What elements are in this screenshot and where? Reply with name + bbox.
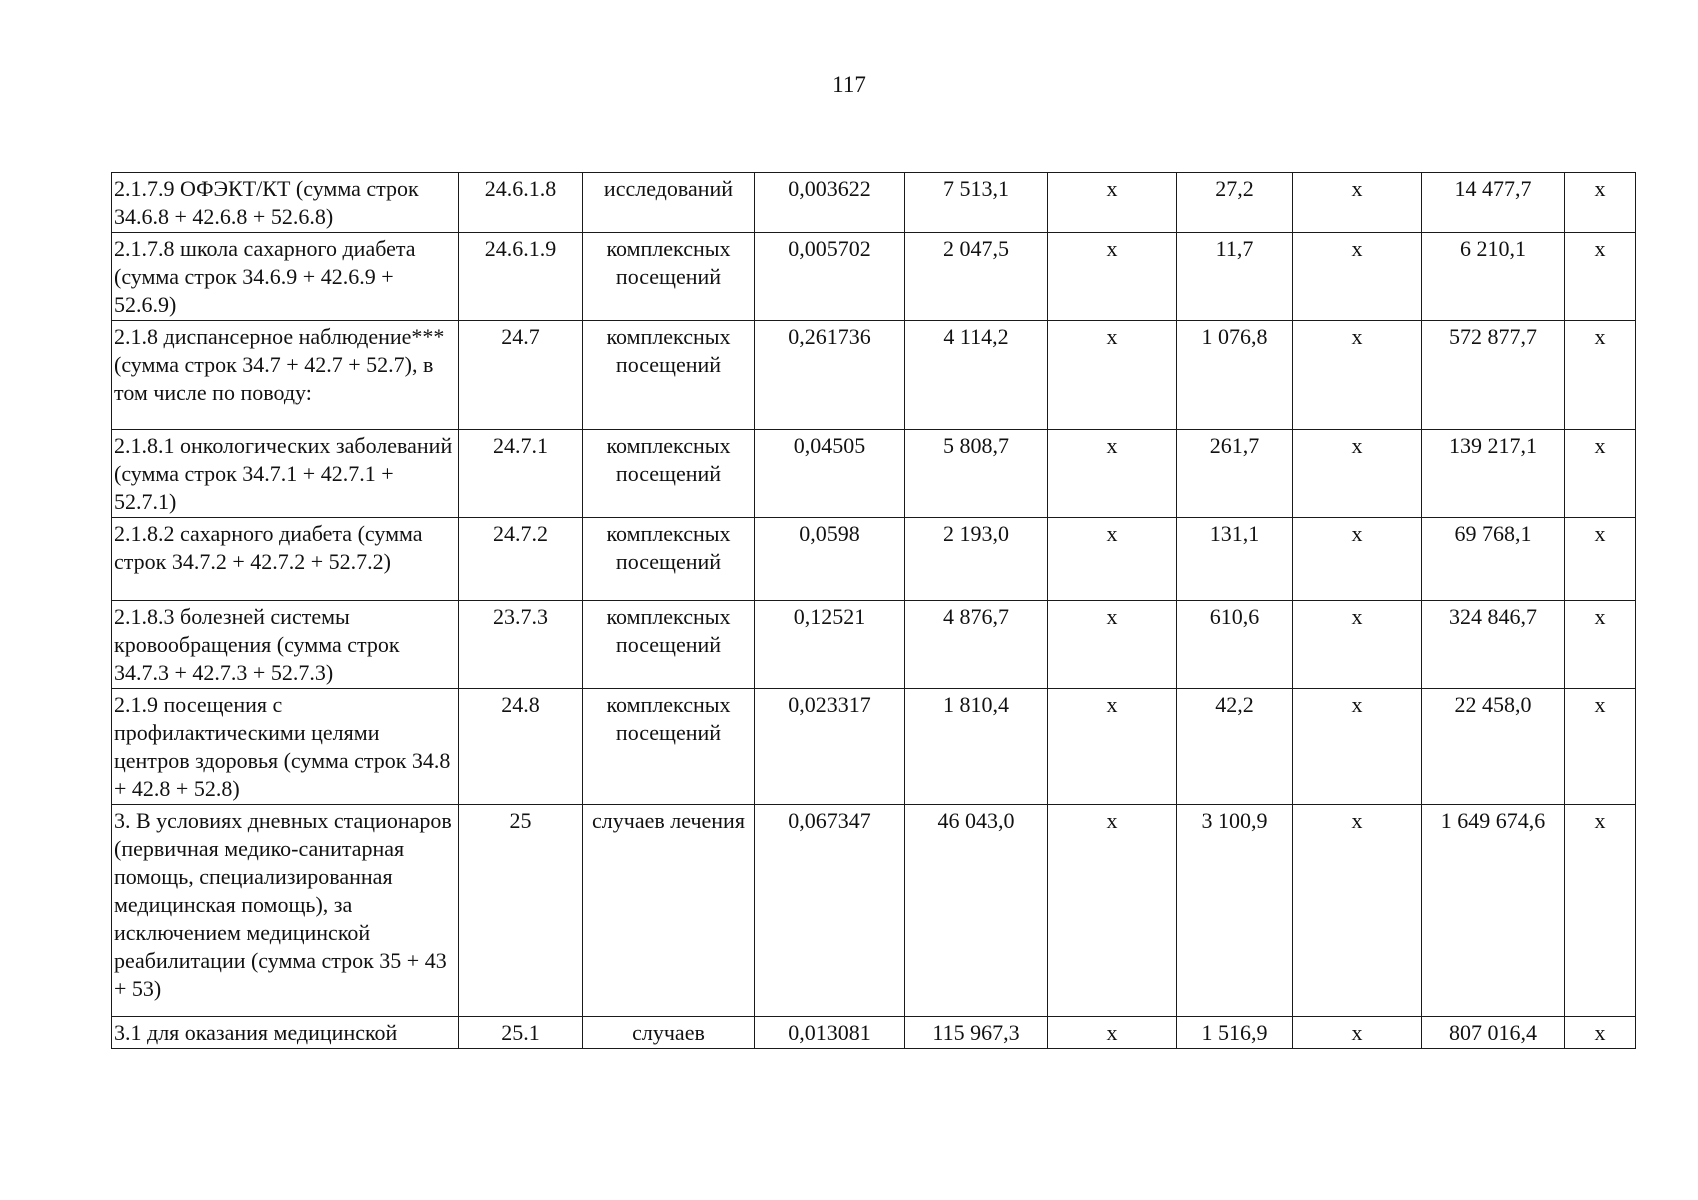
- row-placeholder-cell: х: [1565, 173, 1636, 233]
- row-placeholder-cell: х: [1293, 321, 1422, 430]
- row-placeholder-cell: х: [1048, 233, 1177, 321]
- row-code-cell: 25.1: [459, 1017, 583, 1049]
- row-total-cell: 139 217,1: [1422, 430, 1565, 518]
- row-placeholder-cell: х: [1048, 173, 1177, 233]
- row-unit-cell: комплексных посещений: [583, 321, 755, 430]
- row-name-cell: 3. В условиях дневных стационаров (первичная медико-санитарная помощь, специализированная медицинская помощь), за исключением медицинской реабилитации (сумма строк 35 + 43 + 53): [112, 805, 459, 1017]
- row-per-capita-cell: 1 076,8: [1177, 321, 1293, 430]
- row-placeholder-cell: х: [1293, 601, 1422, 689]
- table-row: [112, 518, 1636, 601]
- row-placeholder-cell: х: [1565, 805, 1636, 1017]
- row-cost-cell: 4 114,2: [905, 321, 1048, 430]
- row-unit-cell: комплексных посещений: [583, 601, 755, 689]
- row-name-cell: 2.1.8.2 сахарного диабета (сумма строк 34.7.2 + 42.7.2 + 52.7.2): [112, 518, 459, 601]
- row-placeholder-cell: х: [1293, 805, 1422, 1017]
- row-placeholder-cell: х: [1048, 518, 1177, 601]
- table-row: [112, 321, 1636, 430]
- row-total-cell: 22 458,0: [1422, 689, 1565, 805]
- row-name-cell: 2.1.9 посещения с профилактическими целями центров здоровья (сумма строк 34.8 + 42.8 + 52.8): [112, 689, 459, 805]
- row-volume-cell: 0,005702: [755, 233, 905, 321]
- row-cost-cell: 7 513,1: [905, 173, 1048, 233]
- row-code-cell: 24.6.1.8: [459, 173, 583, 233]
- table-row: [112, 173, 1636, 233]
- row-total-cell: 807 016,4: [1422, 1017, 1565, 1049]
- row-name-cell: 3.1 для оказания медицинской: [112, 1017, 459, 1049]
- row-cost-cell: 2 047,5: [905, 233, 1048, 321]
- row-placeholder-cell: х: [1048, 430, 1177, 518]
- row-name-cell: 2.1.8 диспансерное наблюдение*** (сумма строк 34.7 + 42.7 + 52.7), в том числе по поводу:: [112, 321, 459, 430]
- row-placeholder-cell: х: [1565, 321, 1636, 430]
- row-placeholder-cell: х: [1565, 233, 1636, 321]
- row-total-cell: 324 846,7: [1422, 601, 1565, 689]
- row-unit-cell: комплексных посещений: [583, 430, 755, 518]
- row-code-cell: 23.7.3: [459, 601, 583, 689]
- row-placeholder-cell: х: [1565, 689, 1636, 805]
- table-row: [112, 601, 1636, 689]
- row-per-capita-cell: 261,7: [1177, 430, 1293, 518]
- row-placeholder-cell: х: [1293, 430, 1422, 518]
- row-code-cell: 24.6.1.9: [459, 233, 583, 321]
- row-unit-cell: исследований: [583, 173, 755, 233]
- row-cost-cell: 2 193,0: [905, 518, 1048, 601]
- row-volume-cell: 0,04505: [755, 430, 905, 518]
- row-per-capita-cell: 131,1: [1177, 518, 1293, 601]
- table-body: [112, 173, 1636, 1049]
- row-total-cell: 69 768,1: [1422, 518, 1565, 601]
- row-volume-cell: 0,261736: [755, 321, 905, 430]
- row-cost-cell: 1 810,4: [905, 689, 1048, 805]
- row-placeholder-cell: х: [1293, 689, 1422, 805]
- page-number: 117: [832, 72, 866, 97]
- row-unit-cell: комплексных посещений: [583, 233, 755, 321]
- row-volume-cell: 0,023317: [755, 689, 905, 805]
- row-code-cell: 24.8: [459, 689, 583, 805]
- row-code-cell: 25: [459, 805, 583, 1017]
- row-placeholder-cell: х: [1048, 805, 1177, 1017]
- row-name-cell: 2.1.8.3 болезней системы кровообращения (сумма строк 34.7.3 + 42.7.3 + 52.7.3): [112, 601, 459, 689]
- row-placeholder-cell: х: [1048, 1017, 1177, 1049]
- row-per-capita-cell: 42,2: [1177, 689, 1293, 805]
- row-placeholder-cell: х: [1565, 518, 1636, 601]
- row-placeholder-cell: х: [1048, 689, 1177, 805]
- row-total-cell: 1 649 674,6: [1422, 805, 1565, 1017]
- row-placeholder-cell: х: [1565, 601, 1636, 689]
- row-total-cell: 14 477,7: [1422, 173, 1565, 233]
- row-per-capita-cell: 610,6: [1177, 601, 1293, 689]
- row-cost-cell: 4 876,7: [905, 601, 1048, 689]
- row-placeholder-cell: х: [1293, 173, 1422, 233]
- row-volume-cell: 0,067347: [755, 805, 905, 1017]
- row-unit-cell: случаев лечения: [583, 805, 755, 1017]
- table-row: [112, 430, 1636, 518]
- row-code-cell: 24.7.1: [459, 430, 583, 518]
- row-placeholder-cell: х: [1565, 430, 1636, 518]
- row-name-cell: 2.1.7.9 ОФЭКТ/КТ (сумма строк 34.6.8 + 42.6.8 + 52.6.8): [112, 173, 459, 233]
- row-placeholder-cell: х: [1565, 1017, 1636, 1049]
- row-per-capita-cell: 27,2: [1177, 173, 1293, 233]
- row-volume-cell: 0,003622: [755, 173, 905, 233]
- row-unit-cell: комплексных посещений: [583, 518, 755, 601]
- row-per-capita-cell: 3 100,9: [1177, 805, 1293, 1017]
- row-placeholder-cell: х: [1293, 1017, 1422, 1049]
- row-total-cell: 572 877,7: [1422, 321, 1565, 430]
- row-placeholder-cell: х: [1048, 321, 1177, 430]
- row-placeholder-cell: х: [1048, 601, 1177, 689]
- table-row: [112, 1017, 1636, 1049]
- row-volume-cell: 0,013081: [755, 1017, 905, 1049]
- table-row: [112, 689, 1636, 805]
- row-placeholder-cell: х: [1293, 233, 1422, 321]
- table-row: [112, 805, 1636, 1017]
- row-unit-cell: случаев: [583, 1017, 755, 1049]
- row-name-cell: 2.1.7.8 школа сахарного диабета (сумма строк 34.6.9 + 42.6.9 + 52.6.9): [112, 233, 459, 321]
- row-volume-cell: 0,0598: [755, 518, 905, 601]
- row-name-cell: 2.1.8.1 онкологических заболеваний (сумма строк 34.7.1 + 42.7.1 + 52.7.1): [112, 430, 459, 518]
- row-cost-cell: 5 808,7: [905, 430, 1048, 518]
- table-row: [112, 233, 1636, 321]
- row-total-cell: 6 210,1: [1422, 233, 1565, 321]
- row-placeholder-cell: х: [1293, 518, 1422, 601]
- row-cost-cell: 46 043,0: [905, 805, 1048, 1017]
- row-unit-cell: комплексных посещений: [583, 689, 755, 805]
- data-table: [111, 172, 1636, 1049]
- row-per-capita-cell: 1 516,9: [1177, 1017, 1293, 1049]
- row-per-capita-cell: 11,7: [1177, 233, 1293, 321]
- row-code-cell: 24.7: [459, 321, 583, 430]
- row-cost-cell: 115 967,3: [905, 1017, 1048, 1049]
- row-code-cell: 24.7.2: [459, 518, 583, 601]
- row-volume-cell: 0,12521: [755, 601, 905, 689]
